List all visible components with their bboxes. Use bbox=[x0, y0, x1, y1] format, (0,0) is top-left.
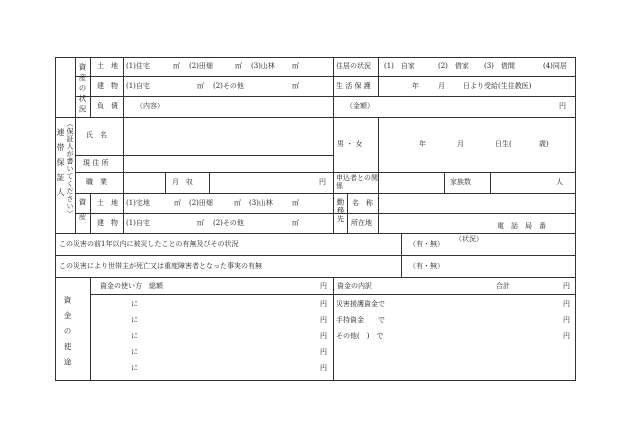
land-residential-option: (1)宅地 bbox=[126, 199, 150, 207]
guarantor-land-field[interactable] bbox=[124, 194, 332, 212]
building-other-option: (2)その他 bbox=[213, 82, 244, 90]
building-home-option: (1)自宅 bbox=[126, 82, 150, 90]
building-home-option: (1)自宅 bbox=[126, 219, 150, 227]
area-unit: ㎡ bbox=[173, 62, 180, 70]
usage-breakdown-header: 資金の内訳 bbox=[337, 282, 372, 290]
question-prior-disaster: この災害の前1年以内に被災したことの有無及びその状況 bbox=[59, 240, 239, 248]
guarantor-land-label: 土 地 bbox=[97, 199, 118, 207]
yen-unit: 円 bbox=[559, 102, 566, 110]
phone-label: 電 話 局 番 bbox=[497, 222, 546, 230]
guarantor-workplace-label: 勤務先 bbox=[336, 198, 345, 224]
guarantor-relation-label: 申込者との関係 bbox=[336, 174, 378, 190]
question-householder-death: この災害により世帯主が死亡又は重度障害者となった事実の有無 bbox=[59, 262, 262, 270]
area-unit: ㎡ bbox=[235, 62, 242, 70]
residence-own-option: (1) 自家 bbox=[384, 62, 415, 70]
usage-breakdown-row[interactable] bbox=[334, 297, 574, 313]
birthday-text: 日生( bbox=[495, 140, 512, 148]
building-other-option: (2)その他 bbox=[213, 219, 244, 227]
yes-no-options: （有・無） bbox=[409, 240, 444, 248]
area-unit: ㎡ bbox=[292, 219, 299, 227]
guarantor-address-field[interactable] bbox=[124, 156, 332, 171]
yen-unit: 円 bbox=[563, 316, 570, 324]
workplace-name-label: 名 称 bbox=[352, 199, 373, 207]
rule bbox=[347, 193, 348, 233]
guarantor-section-note: （保証人が書いてください） bbox=[66, 120, 74, 218]
rule bbox=[90, 57, 91, 117]
usage-method-row[interactable] bbox=[91, 329, 332, 345]
yes-no-options: （有・無） bbox=[409, 262, 444, 270]
residence-rent-option: (2) 借家 bbox=[438, 62, 469, 70]
yen-unit: 円 bbox=[563, 300, 570, 308]
breakdown-label: その他( ) で bbox=[336, 332, 384, 340]
guarantor-building-field[interactable] bbox=[124, 214, 332, 232]
breakdown-label: 手持資金 で bbox=[336, 316, 385, 324]
guarantor-family-label: 家族数 bbox=[450, 178, 471, 186]
guarantor-relation-field[interactable] bbox=[379, 173, 443, 192]
land-forest-option: (3)山林 bbox=[251, 62, 275, 70]
guarantor-job-label: 職 業 bbox=[86, 178, 107, 186]
workplace-address-field[interactable] bbox=[379, 214, 574, 232]
welfare-field[interactable] bbox=[379, 77, 574, 95]
assets-section-label: 資産の状況 bbox=[78, 63, 87, 116]
yen-unit: 円 bbox=[320, 316, 327, 324]
assets-debt-label: 負 債 bbox=[97, 102, 118, 110]
area-unit: ㎡ bbox=[292, 199, 299, 207]
yen-unit: 円 bbox=[563, 282, 570, 290]
year-unit: 年 bbox=[419, 140, 426, 148]
assets-land-field[interactable] bbox=[124, 58, 332, 75]
area-unit: ㎡ bbox=[174, 199, 181, 207]
rule bbox=[55, 277, 575, 278]
guarantor-address-label: 現 住 所 bbox=[83, 159, 109, 167]
usage-breakdown-row[interactable] bbox=[334, 329, 574, 345]
usage-method-row[interactable] bbox=[91, 361, 332, 377]
assets-building-field[interactable] bbox=[124, 77, 332, 95]
ni-particle: に bbox=[131, 348, 138, 356]
area-unit: ㎡ bbox=[292, 62, 299, 70]
land-residential-option: (1)住宅 bbox=[126, 62, 150, 70]
month-unit: 月 bbox=[438, 82, 445, 90]
yen-unit: 円 bbox=[320, 300, 327, 308]
welfare-label: 生 活 保 護 bbox=[336, 82, 371, 90]
assets-building-label: 建 物 bbox=[97, 82, 118, 90]
land-farmland-option: (2)田畑 bbox=[189, 62, 213, 70]
rule bbox=[444, 172, 445, 193]
usage-section-label: 資金の使途 bbox=[63, 296, 72, 374]
guarantor-income-label: 月 収 bbox=[172, 178, 193, 186]
guarantor-asset-label: 資産 bbox=[78, 198, 87, 227]
usage-method-row[interactable] bbox=[91, 345, 332, 361]
guarantor-job-field[interactable] bbox=[124, 173, 164, 192]
rule bbox=[575, 57, 576, 381]
area-unit: ㎡ bbox=[292, 82, 299, 90]
householder-death-choice[interactable] bbox=[402, 256, 574, 276]
workplace-name-field[interactable] bbox=[379, 194, 574, 212]
guarantor-name-label: 氏 名 bbox=[86, 131, 107, 139]
ni-particle: に bbox=[131, 300, 138, 308]
land-farmland-option: (2)田畑 bbox=[189, 199, 213, 207]
yen-unit: 円 bbox=[319, 178, 326, 186]
guarantor-family-field[interactable] bbox=[491, 173, 574, 192]
gender-options: 男 ・ 女 bbox=[337, 140, 363, 148]
land-forest-option: (3)山林 bbox=[249, 199, 273, 207]
rule bbox=[165, 172, 166, 193]
yen-unit: 円 bbox=[563, 332, 570, 340]
residence-field[interactable] bbox=[379, 58, 574, 75]
assets-land-label: 土 地 bbox=[97, 62, 118, 70]
total-label: 合計 bbox=[496, 282, 510, 290]
residence-shared-option: (4)同居 bbox=[543, 62, 567, 70]
ni-particle: に bbox=[131, 364, 138, 372]
guarantor-building-label: 建 物 bbox=[97, 219, 118, 227]
ni-particle: に bbox=[131, 332, 138, 340]
rule bbox=[55, 380, 575, 381]
month-unit: 月 bbox=[457, 140, 464, 148]
age-unit: 歳) bbox=[539, 140, 549, 148]
guarantor-gender-field[interactable] bbox=[334, 118, 377, 172]
rule bbox=[90, 193, 91, 233]
guarantor-section-label: 連帯保証人 bbox=[56, 128, 65, 203]
yen-unit: 円 bbox=[320, 332, 327, 340]
yen-unit: 円 bbox=[320, 282, 327, 290]
debt-content-label: （内容） bbox=[136, 102, 164, 110]
yen-unit: 円 bbox=[320, 364, 327, 372]
welfare-received-text: 日より受給(生住教医) bbox=[463, 82, 532, 90]
guarantor-name-field[interactable] bbox=[124, 118, 332, 154]
workplace-address-label: 所在地 bbox=[351, 219, 372, 227]
breakdown-label: 災害援護資金で bbox=[336, 300, 385, 308]
yen-unit: 円 bbox=[320, 348, 327, 356]
rule bbox=[75, 57, 76, 233]
usage-method-row[interactable] bbox=[91, 297, 332, 313]
debt-amount-label: （金額） bbox=[346, 102, 374, 110]
person-unit: 人 bbox=[556, 178, 563, 186]
area-unit: ㎡ bbox=[234, 199, 241, 207]
ni-particle: に bbox=[131, 316, 138, 324]
year-unit: 年 bbox=[412, 82, 419, 90]
guarantor-birth-field[interactable] bbox=[379, 118, 574, 172]
assets-debt-field[interactable] bbox=[124, 97, 574, 116]
status-label: （状況） bbox=[455, 235, 483, 243]
usage-method-row[interactable] bbox=[91, 313, 332, 329]
area-unit: ㎡ bbox=[197, 219, 204, 227]
usage-breakdown-row[interactable] bbox=[334, 313, 574, 329]
residence-label: 住居の状況 bbox=[336, 62, 371, 70]
area-unit: ㎡ bbox=[197, 82, 204, 90]
prior-disaster-choice[interactable] bbox=[402, 234, 574, 254]
rule bbox=[55, 57, 56, 381]
usage-method-header: 資金の使い方 総額 bbox=[100, 282, 163, 290]
guarantor-income-field[interactable] bbox=[210, 173, 332, 192]
residence-room-option: (3) 借間 bbox=[484, 62, 515, 70]
